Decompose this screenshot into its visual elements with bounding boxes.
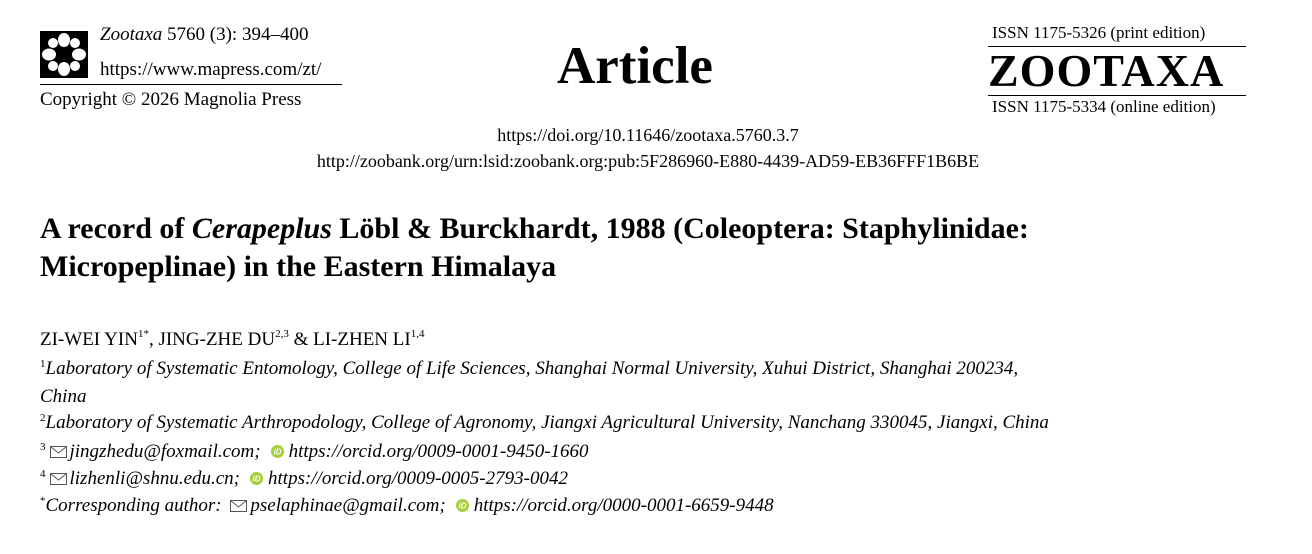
title-text-1: A record of <box>40 212 192 245</box>
title-line-2: Micropeplinae) in the Eastern Himalaya <box>40 250 557 283</box>
envelope-icon <box>230 496 247 508</box>
envelope-icon <box>50 469 67 481</box>
svg-text:iD: iD <box>273 447 282 457</box>
author-sup: 1* <box>137 328 149 340</box>
volume-info: 5760 (3): 394–400 <box>167 24 309 45</box>
author-name: ZI-WEI YIN <box>40 329 138 350</box>
title-text-2: Löbl & Burckhardt, 1988 (Coleoptera: Staphylinidae: <box>331 212 1029 245</box>
article-type-heading: Article <box>557 37 713 95</box>
journal-masthead: ZOOTAXA <box>988 45 1225 96</box>
author-name: LI-ZHEN LI <box>313 329 411 350</box>
orcid-link[interactable]: https://orcid.org/0009-0005-2793-0042 <box>268 468 568 489</box>
journal-url-link[interactable]: https://www.mapress.com/zt/ <box>100 59 322 80</box>
author-name: JING-ZHE DU <box>158 329 276 350</box>
affiliation-1 <box>40 358 1250 380</box>
author-sup: 1,4 <box>410 328 425 340</box>
contact-line <box>40 441 589 463</box>
doi-link[interactable] <box>0 125 1296 146</box>
zoobank-text[interactable]: http://zoobank.org/urn:lsid:zoobank.org:pub:5F286960-E880-4439-AD59-EB36FFF1B6BE <box>316 151 980 171</box>
affiliation-sup: 2 <box>40 412 46 424</box>
envelope-icon <box>50 442 67 454</box>
author-separator: , <box>148 329 159 350</box>
orcid-link[interactable]: https://orcid.org/0009-0001-9450-1660 <box>288 441 589 462</box>
orcid-link[interactable]: https://orcid.org/0000-0001-6659-9448 <box>473 495 774 516</box>
journal-name: Zootaxa <box>100 24 163 45</box>
svg-text:iD: iD <box>458 501 467 511</box>
corresponding-author-line <box>40 495 774 517</box>
zoobank-link[interactable] <box>0 151 1296 172</box>
corresponding-label: Corresponding author: <box>45 495 227 516</box>
email-link[interactable]: jingzhedu@foxmail.com; <box>69 441 261 462</box>
contact-sup: 3 <box>40 441 46 453</box>
contact-line <box>40 468 568 490</box>
affiliation-text: Laboratory of Systematic Entomology, College of Life Sciences, Shanghai Normal University, Xuhui District, Shanghai 200234, <box>45 358 1019 379</box>
orcid-icon <box>250 469 263 482</box>
title-genus: Cerapeplus <box>191 212 332 245</box>
issn-print: ISSN 1175-5326 (print edition) <box>992 23 1206 42</box>
magnolia-press-logo <box>40 31 88 78</box>
issn-online: ISSN 1175-5334 (online edition) <box>992 97 1216 116</box>
author-separator: & <box>288 329 314 350</box>
doi-text[interactable]: https://doi.org/10.11646/zootaxa.5760.3.7 <box>497 125 799 145</box>
contact-sup: * <box>40 495 46 507</box>
copyright-text: Copyright © 2026 Magnolia Press <box>40 89 302 110</box>
affiliation-sup: 1 <box>40 358 46 370</box>
header-divider <box>40 84 342 85</box>
orcid-icon <box>271 442 284 455</box>
orcid-icon <box>456 496 469 509</box>
journal-citation <box>100 24 308 46</box>
author-list <box>40 328 424 351</box>
svg-text:iD: iD <box>252 474 261 484</box>
article-title <box>40 210 1280 286</box>
affiliation-2 <box>40 412 1049 434</box>
author-sup: 2,3 <box>275 328 289 340</box>
masthead-rule-bottom <box>988 95 1246 96</box>
email-link[interactable]: lizhenli@shnu.edu.cn; <box>69 468 241 489</box>
affiliation-text: Laboratory of Systematic Arthropodology, College of Agronomy, Jiangxi Agricultural University, Nanchang 330045, Jiangxi, China <box>45 412 1049 433</box>
email-link[interactable]: pselaphinae@gmail.com; <box>250 495 446 516</box>
affiliation-1-continuation: China <box>40 386 87 407</box>
contact-sup: 4 <box>40 468 46 480</box>
